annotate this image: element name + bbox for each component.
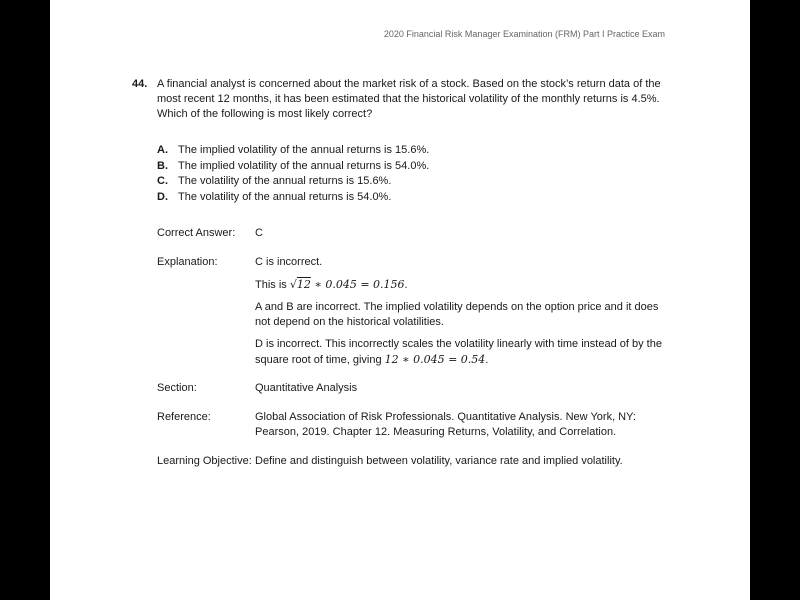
option-letter: B.	[157, 159, 168, 172]
formula-radicand: 12	[296, 278, 311, 291]
option-text: The implied volatility of the annual returns is 54.0%.	[178, 159, 430, 172]
option-text: The volatility of the annual returns is 54.0%.	[178, 190, 392, 203]
explanation-text: .	[404, 279, 408, 291]
learning-objective-row	[157, 454, 667, 469]
question-number: 44.	[132, 78, 148, 90]
option-text: The implied volatility of the annual returns is 15.6%.	[178, 144, 430, 156]
page-header: 2020 Financial Risk Manager Examination (FRM) Part I Practice Exam	[383, 29, 665, 39]
option-a	[157, 143, 667, 159]
explanation-text: .	[485, 354, 489, 366]
section-row	[157, 381, 667, 396]
reference-label: Reference:	[157, 411, 211, 423]
option-letter: D.	[157, 190, 168, 203]
option-d	[157, 190, 667, 206]
correct-answer-label: Correct Answer:	[157, 227, 236, 239]
explanation-text: This is	[255, 279, 290, 291]
explanation-text: D is incorrect. This incorrectly scales the volatility linearly with time instead of by the square root of time, giving	[255, 338, 662, 366]
formula-linear: 12 ∗ 0.045 = 0.54	[384, 353, 486, 366]
option-b	[157, 159, 667, 175]
option-c	[157, 174, 667, 190]
reference-value: Global Association of Risk Professionals. Quantitative Analysis. New York, NY: Pearson, 2019. Chapter 12. Measuring Returns, Volatility, and Correlation.	[255, 411, 636, 438]
explanation-line-2	[255, 277, 667, 293]
formula-rest: ∗ 0.045 = 0.156	[310, 278, 405, 291]
explanation-row	[157, 255, 667, 375]
correct-answer-row	[157, 226, 667, 241]
explanation-para-3: A and B are incorrect. The implied volatility depends on the option price and it does not depend on the historical volatilities.	[255, 301, 659, 328]
section-value: Quantitative Analysis	[255, 382, 358, 394]
explanation-body	[255, 255, 667, 375]
option-text: The volatility of the annual returns is 15.6%.	[178, 175, 392, 187]
question-text: A financial analyst is concerned about the market risk of a stock. Based on the stock’s return data of the most recent 12 months, it has been estimated that the historical volatility of the monthly returns is 4.5%. Which of the following is most likely correct?	[157, 78, 661, 120]
formula-sqrt: √12 ∗ 0.045 = 0.156	[289, 278, 405, 291]
learning-objective-value: Define and distinguish between volatility, variance rate and implied volatility.	[255, 455, 623, 467]
explanation-label: Explanation:	[157, 256, 218, 268]
explanation-para-4	[255, 337, 667, 368]
section-label: Section:	[157, 382, 197, 394]
option-letter: A.	[157, 144, 168, 156]
correct-answer-value: C	[255, 227, 263, 239]
option-letter: C.	[157, 175, 168, 187]
reference-row	[157, 410, 667, 440]
document-page	[50, 0, 750, 600]
learning-objective-label: Learning Objective:	[157, 455, 252, 467]
explanation-line-1: C is incorrect.	[255, 256, 323, 268]
answer-options	[157, 143, 667, 205]
